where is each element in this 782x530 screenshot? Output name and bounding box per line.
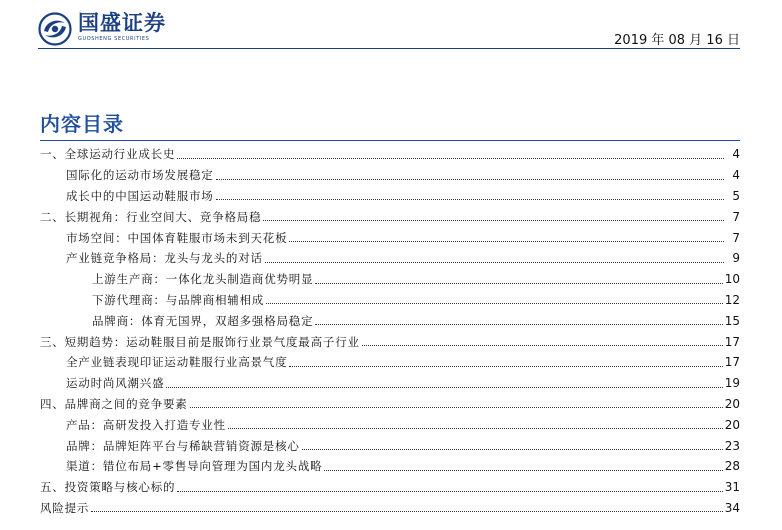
- toc-page-number: 7: [732, 209, 740, 224]
- toc-dot-leader: [263, 220, 724, 221]
- toc-dot-leader: [302, 449, 723, 450]
- toc-dot-leader: [289, 366, 722, 367]
- toc-dot-leader: [315, 324, 722, 325]
- toc-page-number: 9: [732, 251, 740, 266]
- toc-entry[interactable]: [40, 435, 740, 456]
- toc-entry-text: 上游生产商：一体化龙头制造商优势明显: [92, 272, 314, 287]
- toc-entry[interactable]: [40, 414, 740, 435]
- toc-entry-text: 成长中的中国运动鞋服市场: [66, 188, 214, 203]
- toc-dot-leader: [315, 283, 722, 284]
- toc-page-number: 20: [724, 396, 740, 411]
- toc-dot-leader: [289, 241, 724, 242]
- toc-entry-text: 三、短期趋势：运动鞋服目前是服饰行业景气度最高子行业: [40, 334, 360, 349]
- toc-entry-text: 下游代理商：与品牌商相辅相成: [92, 292, 265, 307]
- toc-dot-leader: [216, 179, 724, 180]
- toc-entry[interactable]: [40, 352, 740, 373]
- toc-page-number: 4: [732, 147, 740, 162]
- toc-page-number: 10: [724, 272, 740, 287]
- guosheng-logo-icon: [38, 12, 72, 46]
- toc-entry-text: 全产业链表现印证运动鞋服行业高景气度: [66, 355, 288, 370]
- toc-entry[interactable]: [40, 269, 740, 290]
- toc-dot-leader: [177, 491, 722, 492]
- toc-entry[interactable]: [40, 477, 740, 498]
- page-header: [0, 0, 782, 52]
- toc-dot-leader: [265, 262, 724, 263]
- toc-entry-text: 产品：高研发投入打造专业性: [66, 417, 226, 432]
- toc-dot-leader: [166, 387, 722, 388]
- toc-page-number: 15: [724, 313, 740, 328]
- toc-page-number: 34: [724, 500, 740, 515]
- toc-entry[interactable]: [40, 144, 740, 165]
- toc-page-number: 28: [724, 459, 740, 474]
- toc-entry-text: 国际化的运动市场发展稳定: [66, 168, 214, 183]
- header-divider: [38, 48, 740, 49]
- table-of-contents: [40, 144, 740, 518]
- toc-entry-text: 品牌商：体育无国界，双超多强格局稳定: [92, 313, 314, 328]
- toc-page-number: 5: [732, 188, 740, 203]
- toc-entry-text: 市场空间：中国体育鞋服市场未到天花板: [66, 230, 288, 245]
- toc-entry[interactable]: [40, 248, 740, 269]
- toc-entry[interactable]: [40, 331, 740, 352]
- toc-dot-leader: [266, 303, 723, 304]
- toc-entry-text: 渠道：错位布局+零售导向管理为国内龙头战略: [66, 459, 323, 474]
- toc-dot-leader: [228, 428, 723, 429]
- toc-dot-leader: [324, 470, 722, 471]
- toc-dot-leader: [216, 199, 724, 200]
- toc-entry[interactable]: [40, 310, 740, 331]
- toc-entry-text: 风险提示: [40, 500, 90, 515]
- toc-entry[interactable]: [40, 165, 740, 186]
- toc-entry[interactable]: [40, 394, 740, 415]
- toc-entry[interactable]: [40, 227, 740, 248]
- toc-page-number: 12: [724, 292, 740, 307]
- toc-dot-leader: [177, 158, 724, 159]
- toc-dot-leader: [91, 511, 723, 512]
- toc-entry-text: 品牌：品牌矩阵平台与稀缺营销资源是核心: [66, 438, 300, 453]
- toc-dot-leader: [190, 407, 723, 408]
- toc-entry-text: 运动时尚风潮兴盛: [66, 376, 165, 391]
- logo-english-name: GUOSHENG SECURITIES: [78, 36, 150, 42]
- toc-page-number: 19: [724, 376, 740, 391]
- toc-entry[interactable]: [40, 290, 740, 311]
- toc-entry-text: 五、投资策略与核心标的: [40, 480, 176, 495]
- toc-entry[interactable]: [40, 456, 740, 477]
- toc-title-underline: [40, 140, 740, 141]
- company-logo: [38, 12, 166, 46]
- logo-chinese-name: 国盛证券: [78, 11, 166, 35]
- toc-entry[interactable]: [40, 373, 740, 394]
- toc-entry-text: 产业链竞争格局：龙头与龙头的对话: [66, 251, 263, 266]
- toc-entry-text: 一、全球运动行业成长史: [40, 147, 176, 162]
- toc-page-number: 23: [724, 438, 740, 453]
- toc-page-number: 7: [732, 230, 740, 245]
- toc-page-number: 31: [724, 480, 740, 495]
- toc-dot-leader: [362, 345, 723, 346]
- toc-entry-text: 四、品牌商之间的竞争要素: [40, 396, 188, 411]
- toc-page-number: 20: [724, 417, 740, 432]
- toc-entry[interactable]: [40, 206, 740, 227]
- toc-page-number: 17: [724, 334, 740, 349]
- toc-page-number: 4: [732, 168, 740, 183]
- report-date: 2019 年 08 月 16 日: [614, 33, 740, 48]
- toc-entry[interactable]: [40, 186, 740, 207]
- toc-entry-text: 二、长期视角：行业空间大、竞争格局稳: [40, 209, 262, 224]
- toc-title: 内容目录: [40, 112, 124, 136]
- toc-page-number: 17: [724, 355, 740, 370]
- toc-entry[interactable]: [40, 498, 740, 519]
